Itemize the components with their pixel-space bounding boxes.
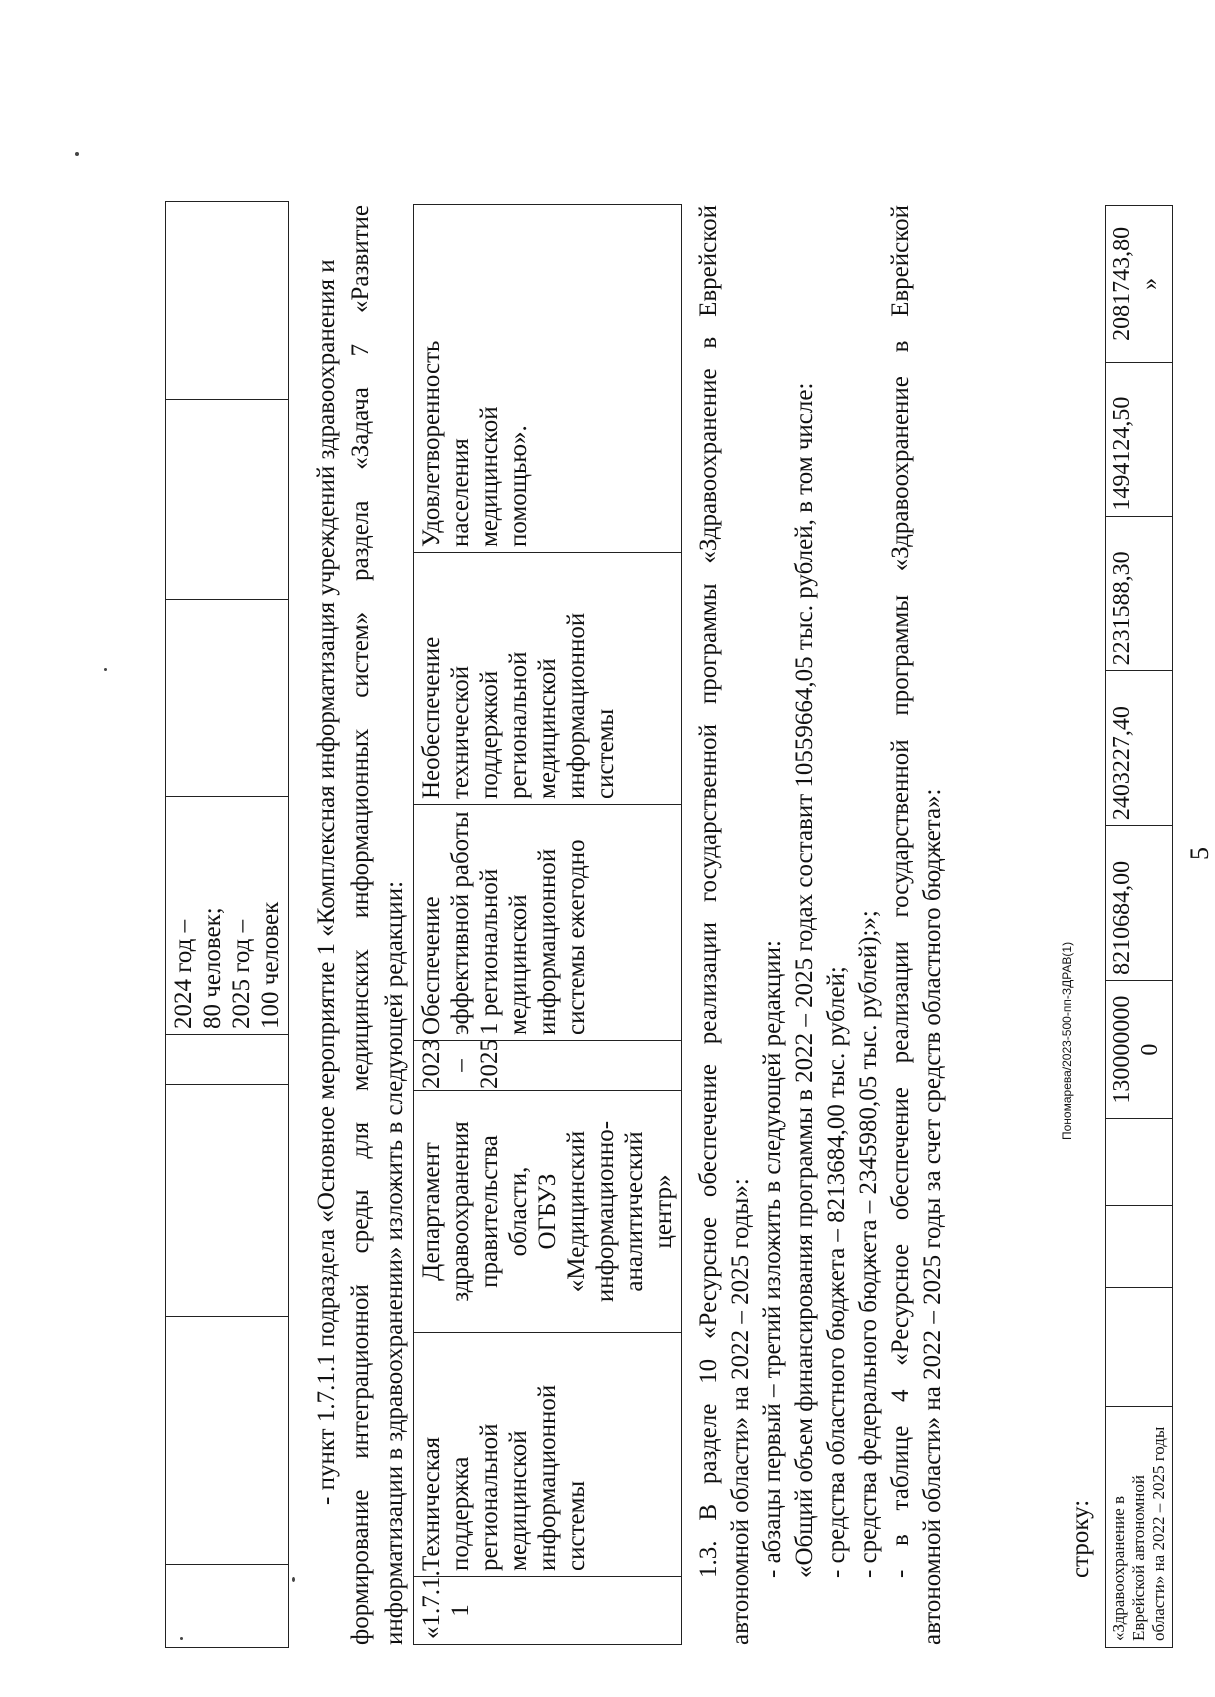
- budget-row-name: «Здравоохранение в Еврейской автономной области» на 2022 – 2025 годы: [1106, 1406, 1173, 1647]
- item-name: Техническая поддержка региональной медицинской информационной системы: [414, 1333, 682, 1577]
- table-row: [1106, 206, 1173, 1648]
- table-cell: [166, 400, 289, 600]
- section-line: автономной области» на 2022 – 2025 годы за счет средств областного бюджета»:: [919, 788, 946, 1645]
- scan-speck: [75, 152, 79, 156]
- item-result: Обеспечение эффективной работы 1 региональной медицинской информационной системы ежегодно: [414, 805, 682, 1041]
- item-number: «1.7.1. 1: [414, 1577, 682, 1645]
- table-cell: [166, 202, 289, 400]
- content-table: [413, 204, 682, 1645]
- para-line: - пункт 1.7.1.1 подраздела «Основное мероприятие 1 «Комплексная информатизация учреждений здравоохранения и: [313, 259, 340, 1505]
- table-cell: [1106, 1205, 1173, 1287]
- top-table: [165, 201, 289, 1648]
- para-line: формирование интеграционной среды для медицинских информационных систем» раздела «Задача 7 «Развитие: [347, 205, 374, 1645]
- table-cell: [166, 1085, 289, 1317]
- section-line: - средства областного бюджета – 8213684,00 тыс. рублей;: [823, 966, 850, 1578]
- budget-value: 2231588,30: [1106, 516, 1173, 671]
- section-line: - в таблице 4 «Ресурсное обеспечение реализации государственной программы «Здравоохранение в Еврейской: [887, 205, 914, 1578]
- budget-value: 2081743,80 »: [1106, 206, 1173, 363]
- table-row: [166, 202, 289, 1648]
- item-consequences: Необеспечение технической поддержкой региональной медицинской информационной системы: [414, 553, 682, 805]
- section-line: 1.3. В разделе 10 «Ресурсное обеспечение реализации государственной программы «Здравоохранение в Еврейской: [695, 205, 722, 1578]
- section-line: - средства федерального бюджета – 2345980,05 тыс. рублей);»;: [855, 910, 882, 1578]
- table-cell: 2024 год – 80 человек; 2025 год – 100 человек: [166, 797, 289, 1035]
- para-line: информатизации в здравоохранении» изложить в следующей редакции:: [381, 880, 408, 1645]
- budget-value: 1494124,50: [1106, 362, 1173, 516]
- scan-speck: [292, 1577, 295, 1582]
- table-cell: [1106, 1119, 1173, 1205]
- table-cell: [1106, 1288, 1173, 1407]
- document-code: Пономарева/2023-500-пп-ЗДРАВ(1): [1060, 941, 1074, 1140]
- item-period: 2023 – 2025: [414, 1041, 682, 1091]
- table-row: [414, 205, 682, 1645]
- scan-speck: [180, 1637, 183, 1640]
- budget-total: 130000000 0: [1106, 980, 1173, 1119]
- section-line: автономной области» на 2022 – 2025 годы»:: [727, 1178, 754, 1645]
- table-cell: [166, 600, 289, 797]
- section-line: «Общий объем финансирования программы в 2022 – 2025 годах составит 10559664,05 тыс. рублей, в том числе:: [791, 382, 818, 1578]
- table-cell: [166, 1565, 289, 1648]
- page-number: 5: [1185, 847, 1214, 860]
- item-indicator: Удовлетворенность населения медицинской помощью».: [414, 205, 682, 553]
- table-cell: [166, 1317, 289, 1565]
- budget-table: [1105, 205, 1173, 1648]
- scan-speck: [104, 668, 107, 671]
- item-executor: Департамент здравоохранения правительства области, ОГБУЗ «Медицинский информационно- аналитический центр»: [414, 1091, 682, 1333]
- budget-value: 2403227,40: [1106, 671, 1173, 826]
- table-cell: [166, 1035, 289, 1085]
- section-line: строку:: [1067, 1499, 1094, 1578]
- section-line: - абзацы первый – третий изложить в следующей редакции:: [759, 940, 786, 1578]
- rotated-page: [165, 60, 1214, 1660]
- budget-value: 8210684,00: [1106, 826, 1173, 981]
